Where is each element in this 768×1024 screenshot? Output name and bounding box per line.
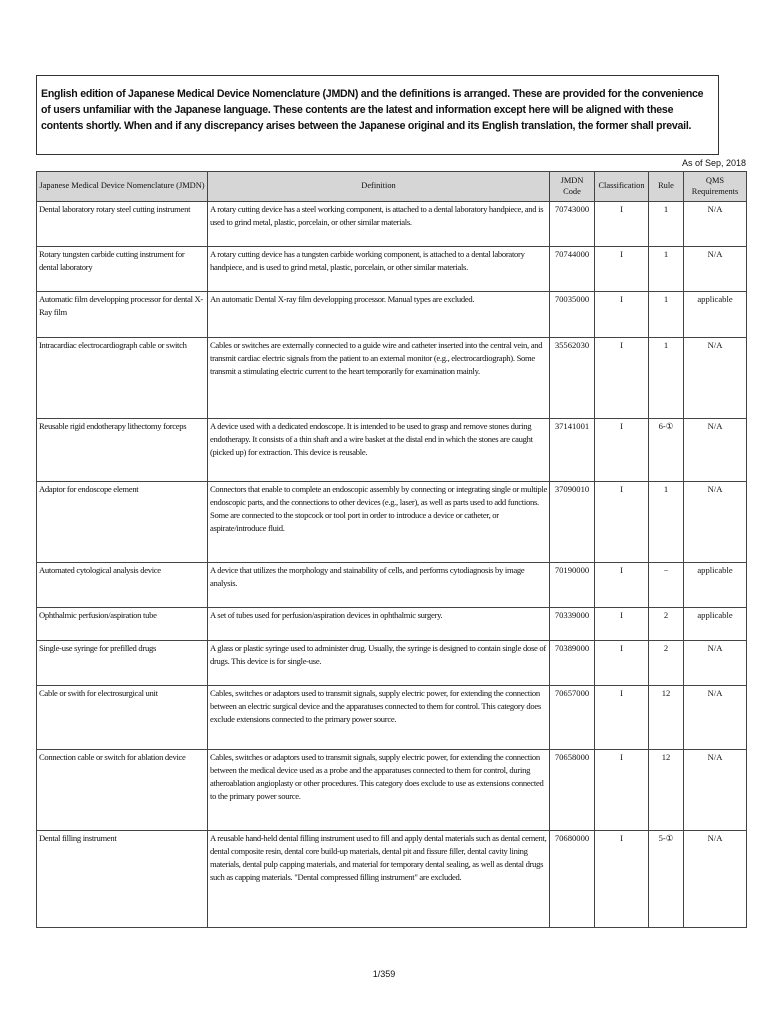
jmdn-code: 70389000 (550, 641, 595, 686)
device-definition: Cables, switches or adaptors used to transmit signals, supply electric power, for extending the connection between an electric surgical device and the apparatuses connected to them for control. This category does exclude extensions connected to the primary power source. (208, 686, 550, 750)
device-name: Cable or swith for electrosurgical unit (37, 686, 208, 750)
device-name: Automated cytological analysis device (37, 563, 208, 608)
qms-requirement: N/A (684, 641, 747, 686)
jmdn-code: 70743000 (550, 202, 595, 247)
rule: 1 (649, 202, 684, 247)
table-row (37, 202, 747, 247)
rule: 1 (649, 247, 684, 292)
qms-requirement: N/A (684, 686, 747, 750)
table-row (37, 641, 747, 686)
qms-requirement: N/A (684, 750, 747, 831)
device-definition: An automatic Dental X-ray film developping processor. Manual types are excluded. (208, 292, 550, 338)
jmdn-code: 70680000 (550, 831, 595, 928)
device-definition: Connectors that enable to complete an endoscopic assembly by connecting or integrating single or multiple endoscopic parts, and the connections to other devices (e.g., laser), as well as parts used to add functions. Some are connected to the stopcock or tool port in order to introduce a device or catheter, or aspirate/introduce fluid. (208, 482, 550, 563)
classification: I (595, 292, 649, 338)
rule: 5-① (649, 831, 684, 928)
jmdn-code: 70658000 (550, 750, 595, 831)
jmdn-code: 37090010 (550, 482, 595, 563)
classification: I (595, 750, 649, 831)
header-classification: Classification (595, 172, 649, 202)
device-definition: Cables or switches are externally connected to a guide wire and catheter inserted into the central vein, and transmit cardiac electric signals from the patient to an external monitor (e.g., electrocardiograph). Some transmit a stimulating electric current to the heart temporarily for examination mainly. (208, 338, 550, 419)
qms-requirement: applicable (684, 608, 747, 641)
jmdn-code: 70744000 (550, 247, 595, 292)
classification: I (595, 482, 649, 563)
table-row (37, 686, 747, 750)
rule: − (649, 563, 684, 608)
as-of-date: As of Sep, 2018 (681, 158, 746, 168)
device-name: Automatic film developping processor for dental X-Ray film (37, 292, 208, 338)
jmdn-code: 70657000 (550, 686, 595, 750)
device-definition: A device that utilizes the morphology and stainability of cells, and performs cytodiagnosis by image analysis. (208, 563, 550, 608)
device-name: Ophthalmic perfusion/aspiration tube (37, 608, 208, 641)
header-rule: Rule (649, 172, 684, 202)
table-row (37, 419, 747, 482)
classification: I (595, 641, 649, 686)
classification: I (595, 202, 649, 247)
header-definition: Definition (208, 172, 550, 202)
device-name: Intracardiac electrocardiograph cable or switch (37, 338, 208, 419)
jmdn-code: 37141001 (550, 419, 595, 482)
device-definition: A device used with a dedicated endoscope. It is intended to be used to grasp and remove stones during endotherapy. It consists of a thin shaft and a wire basket at the distal end in which the stones are caught (picked up) for extraction. This device is reusable. (208, 419, 550, 482)
page-number: 1/359 (372, 969, 396, 979)
jmdn-code: 70190000 (550, 563, 595, 608)
qms-requirement: N/A (684, 419, 747, 482)
rule: 1 (649, 338, 684, 419)
rule: 12 (649, 750, 684, 831)
classification: I (595, 338, 649, 419)
device-name: Dental filling instrument (37, 831, 208, 928)
rule: 2 (649, 608, 684, 641)
device-definition: A rotary cutting device has a steel working component, is attached to a dental laboratory handpiece, and is used to grind metal, plastic, porcelain, or other similar materials. (208, 202, 550, 247)
device-name: Rotary tungsten carbide cutting instrument for dental laboratory (37, 247, 208, 292)
jmdn-code: 70339000 (550, 608, 595, 641)
table-row (37, 563, 747, 608)
header-code: JMDN Code (550, 172, 595, 202)
qms-requirement: N/A (684, 202, 747, 247)
qms-requirement: N/A (684, 247, 747, 292)
device-name: Reusable rigid endotherapy lithectomy forceps (37, 419, 208, 482)
header-qms: QMS Requirements (684, 172, 747, 202)
jmdn-code: 35562030 (550, 338, 595, 419)
qms-requirement: N/A (684, 831, 747, 928)
classification: I (595, 419, 649, 482)
device-name: Single-use syringe for prefilled drugs (37, 641, 208, 686)
classification: I (595, 686, 649, 750)
rule: 6-① (649, 419, 684, 482)
classification: I (595, 831, 649, 928)
device-name: Adaptor for endoscope element (37, 482, 208, 563)
classification: I (595, 608, 649, 641)
table-row (37, 292, 747, 338)
nomenclature-table (36, 171, 747, 928)
classification: I (595, 247, 649, 292)
device-definition: A set of tubes used for perfusion/aspiration devices in ophthalmic surgery. (208, 608, 550, 641)
table-row (37, 482, 747, 563)
table-row (37, 831, 747, 928)
table-row (37, 750, 747, 831)
device-definition: A glass or plastic syringe used to administer drug. Usually, the syringe is designed to contain single dose of drugs. This device is for single-use. (208, 641, 550, 686)
intro-notice: English edition of Japanese Medical Device Nomenclature (JMDN) and the definitions is arranged. These are provided for the convenience of users unfamiliar with the Japanese language. These contents are the latest and information except here will be aligned with these contents shortly. When and if any discrepancy arises between the Japanese original and its English translation, the former shall prevail. (36, 75, 719, 155)
device-definition: A rotary cutting device has a tungsten carbide working component, is attached to a dental laboratory handpiece, and is used to grind metal, plastic, porcelain, or other similar materials. (208, 247, 550, 292)
jmdn-code: 70035000 (550, 292, 595, 338)
table-header-row (37, 172, 747, 202)
header-name: Japanese Medical Device Nomenclature (JMDN) (37, 172, 208, 202)
qms-requirement: applicable (684, 563, 747, 608)
table-row (37, 338, 747, 419)
qms-requirement: N/A (684, 338, 747, 419)
classification: I (595, 563, 649, 608)
device-definition: Cables, switches or adaptors used to transmit signals, supply electric power, for extending the connection between the medical device used as a probe and the apparatuses connected to them for control, during atheroablation angioplasty or other procedures. This category does exclude to use as extensions connected to the primary power source. (208, 750, 550, 831)
device-definition: A reusable hand-held dental filling instrument used to fill and apply dental materials such as dental cement, dental composite resin, dental core build-up materials, dental pit and fissure filler, dental cavity lining materials, dental pulp capping materials, and material for temporary dental sealing, as well as dental drugs such as capping materials. "Dental compressed filling instrument" are excluded. (208, 831, 550, 928)
rule: 1 (649, 482, 684, 563)
qms-requirement: N/A (684, 482, 747, 563)
table-row (37, 608, 747, 641)
table-row (37, 247, 747, 292)
qms-requirement: applicable (684, 292, 747, 338)
device-name: Dental laboratory rotary steel cutting instrument (37, 202, 208, 247)
rule: 12 (649, 686, 684, 750)
rule: 2 (649, 641, 684, 686)
device-name: Connection cable or switch for ablation device (37, 750, 208, 831)
rule: 1 (649, 292, 684, 338)
